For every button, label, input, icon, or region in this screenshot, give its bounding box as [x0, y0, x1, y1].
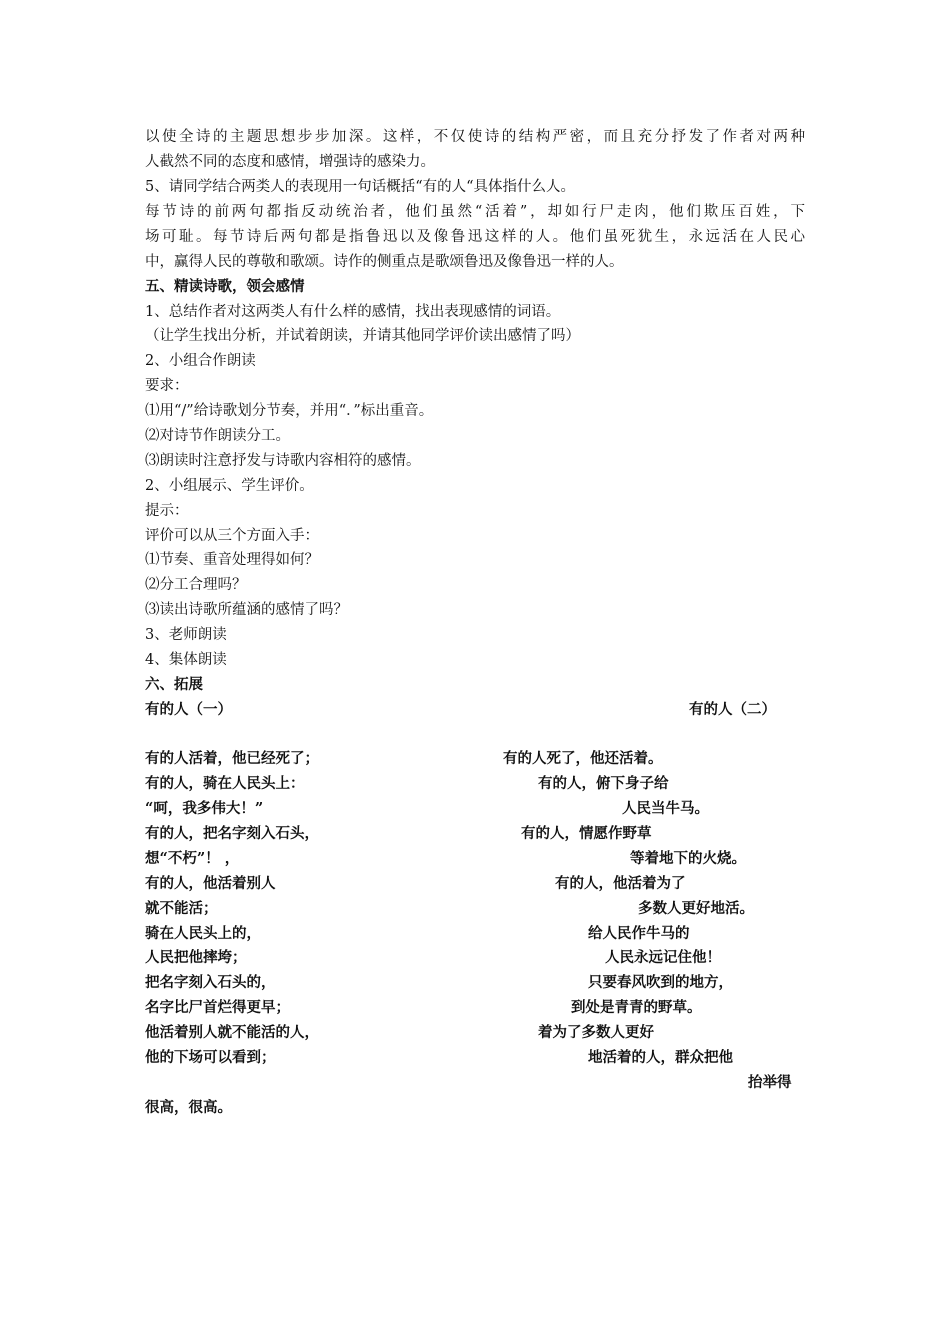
poem-right-line: 有的人，他活着为了: [555, 875, 686, 892]
poem-right-line: 只要春风吹到的地方，: [588, 974, 733, 991]
poem-left-line: “呵，我多伟大！”: [145, 800, 264, 817]
poem-right-line: 抬举得: [748, 1074, 792, 1091]
poem-left-line: 有的人活着，他已经死了；: [145, 750, 319, 767]
poem-right-line: 人民当牛马。: [622, 800, 709, 817]
poem-left-line: 有的人，骑在人民头上：: [145, 775, 305, 792]
poem-right-line: 有的人，情愿作野草: [521, 825, 652, 842]
poem-closing-line: 很高，很高。: [145, 1099, 232, 1116]
poem-left-line: 名字比尸首烂得更早；: [145, 999, 290, 1016]
section-heading-5: 五、精读诗歌，领会感情: [145, 278, 305, 295]
question-5: 5、请同学结合两类人的表现用一句话概括“有的人“具体指什么人。: [145, 179, 576, 195]
poem-left-line: 人民把他摔垮；: [145, 949, 247, 966]
paragraph-line: 提示：: [145, 503, 189, 519]
paragraph-line: 每节诗的前两句都指反动统治者，他们虽然“活着”，却如行尸走肉，他们欺压百姓，下: [145, 204, 805, 220]
poem-left-line: 他的下场可以看到；: [145, 1049, 276, 1066]
list-item: 2、小组合作朗读: [145, 353, 256, 369]
paragraph-line: 要求：: [145, 378, 189, 394]
poem-left-line: 就不能活；: [145, 900, 218, 917]
poem-left-line: 有的人，他活着别人: [145, 875, 276, 892]
paragraph-line: 场可耻。每节诗后两句都是指鲁迅以及像鲁迅这样的人。他们虽死犹生，永远活在人民心: [145, 229, 805, 245]
list-item: 3、老师朗读: [145, 627, 227, 643]
poem-right-line: 到处是青青的野草。: [571, 999, 702, 1016]
list-item: ⑵对诗节作朗读分工。: [145, 428, 290, 444]
poem-title-left: 有的人（一）: [145, 701, 232, 718]
poem-right-line: 着为了多数人更好: [538, 1024, 654, 1041]
section-heading-6: 六、拓展: [145, 676, 203, 693]
poem-left-line: 想“不朽”！ ，: [145, 850, 240, 867]
paragraph-line: 中，赢得人民的尊敬和歌颂。诗作的侧重点是歌颂鲁迅及像鲁迅一样的人。: [145, 254, 624, 270]
list-item: 1、总结作者对这两类人有什么样的感情，找出表现感情的词语。: [145, 304, 561, 320]
list-item: ⑶朗读时注意抒发与诗歌内容相符的感情。: [145, 453, 421, 469]
list-item: 4、集体朗读: [145, 652, 227, 668]
poem-right-line: 等着地下的火烧。: [630, 850, 746, 867]
poem-left-line: 有的人，把名字刻入石头，: [145, 825, 319, 842]
list-item: ⑴节奏、重音处理得如何？: [145, 552, 319, 568]
poem-title-right: 有的人（二）: [689, 701, 776, 718]
list-item: ⑶读出诗歌所蕴涵的感情了吗？: [145, 602, 348, 618]
poem-right-line: 有的人死了，他还活着。: [503, 750, 663, 767]
poem-right-line: 人民永远记住他！: [605, 949, 721, 966]
poem-right-line: 有的人，俯下身子给: [538, 775, 669, 792]
paragraph-line: 以使全诗的主题思想步步加深。这样，不仅使诗的结构严密，而且充分抒发了作者对两种: [145, 129, 805, 145]
poem-right-line: 地活着的人，群众把他: [588, 1049, 733, 1066]
poem-left-line: 骑在人民头上的，: [145, 925, 261, 942]
poem-right-line: 多数人更好地活。: [638, 900, 754, 917]
list-item: ⑴用“/”给诗歌划分节奏，并用“．”标出重音。: [145, 403, 434, 419]
paragraph-line: 评价可以从三个方面入手：: [145, 528, 319, 544]
poem-right-line: 给人民作牛马的: [588, 925, 690, 942]
poem-left-line: 他活着别人就不能活的人，: [145, 1024, 319, 1041]
paragraph-line: 人截然不同的态度和感情，增强诗的感染力。: [145, 154, 435, 170]
paragraph-line: （让学生找出分析，并试着朗读，并请其他同学评价读出感情了吗）: [145, 328, 580, 344]
list-item: ⑵分工合理吗？: [145, 577, 247, 593]
list-item: 2、小组展示、学生评价。: [145, 478, 314, 494]
poem-left-line: 把名字刻入石头的，: [145, 974, 276, 991]
